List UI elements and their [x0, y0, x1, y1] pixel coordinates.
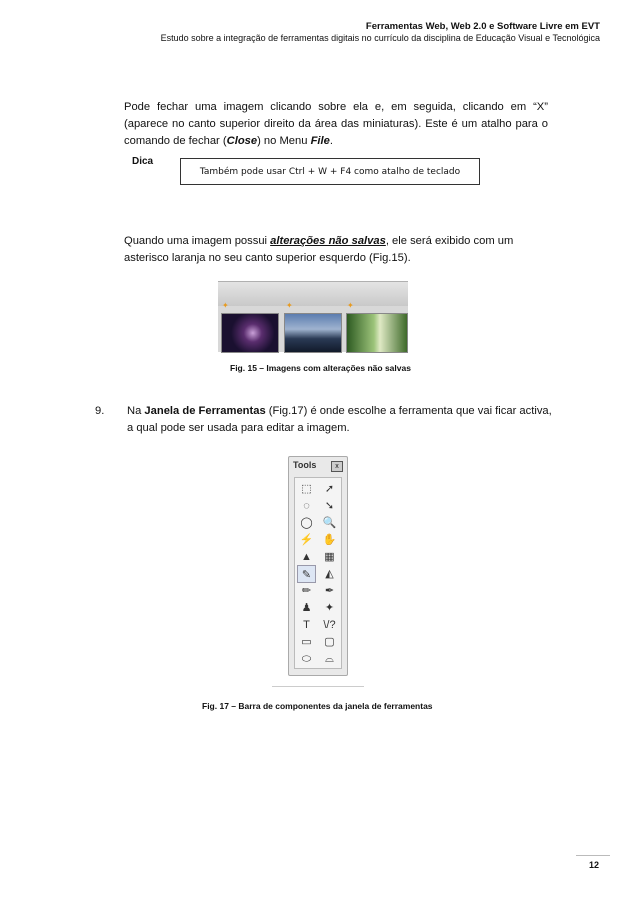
tip-box: [180, 158, 480, 185]
gradient-icon[interactable]: ▦: [324, 551, 335, 563]
tools-window-term: Janela de Ferramentas: [144, 405, 266, 417]
pan-icon[interactable]: ✋: [322, 534, 337, 546]
divider: [272, 686, 364, 687]
tools-title: Tools: [293, 460, 317, 470]
rounded-rectangle-icon[interactable]: ▢: [324, 636, 335, 648]
eraser-icon[interactable]: ◭: [325, 568, 334, 580]
orange-asterisk-icon: ✦: [286, 301, 293, 310]
thumbnail-strip-header: [218, 282, 408, 306]
thumbnail-lightning[interactable]: [221, 313, 279, 353]
paragraph-text: Quando uma imagem possui: [124, 235, 271, 247]
paragraph-text: , ele será exibido com um asterisco laranja no seu canto superior esquerdo (Fig.15).: [124, 235, 514, 264]
figure-17-caption: Fig. 17 – Barra de componentes da janela de ferramentas: [202, 701, 433, 711]
orange-asterisk-icon: ✦: [222, 301, 229, 310]
magic-wand-icon[interactable]: ⚡: [299, 534, 314, 546]
thumbnail-forest[interactable]: [346, 313, 408, 353]
ellipse-select-icon[interactable]: ◯: [300, 517, 313, 529]
orange-asterisk-icon: ✦: [347, 301, 354, 310]
line-curve-icon[interactable]: \/?: [323, 619, 336, 631]
close-term: Close: [226, 135, 258, 147]
header-subtitle: Estudo sobre a integração de ferramentas digitais no currículo da disciplina de Educação Visual e Tecnológica: [160, 33, 600, 43]
rectangle-icon[interactable]: ▭: [301, 636, 312, 648]
clone-stamp-icon[interactable]: ♟: [301, 602, 312, 614]
paragraph-text: .: [329, 135, 333, 147]
tool-grid: [294, 477, 342, 669]
page-number: 12: [589, 860, 600, 870]
rect-select-icon[interactable]: ⬚: [301, 483, 312, 495]
move-selection-icon[interactable]: ➚: [324, 483, 335, 495]
tools-window: [288, 456, 348, 676]
divider: [576, 855, 610, 856]
file-term: File: [310, 135, 330, 147]
ellipse-icon[interactable]: ⬭: [301, 653, 312, 665]
paragraph-unsaved-changes: [124, 233, 554, 267]
zoom-icon[interactable]: 🔍: [322, 517, 337, 529]
header-title: Ferramentas Web, Web 2.0 e Software Livre em EVT: [365, 21, 600, 32]
figure-15-thumbnails: [218, 281, 408, 352]
freeform-shape-icon[interactable]: ⌓: [325, 653, 334, 665]
thumbnail-city[interactable]: [284, 313, 342, 353]
list-text: [127, 403, 555, 437]
close-icon[interactable]: x: [331, 461, 343, 472]
recolor-icon[interactable]: ✦: [324, 602, 335, 614]
unsaved-changes-term: alterações não salvas: [270, 235, 386, 247]
list-number: 9.: [95, 405, 105, 417]
pencil-icon[interactable]: ✏: [301, 585, 312, 597]
text-icon[interactable]: T: [303, 619, 310, 631]
paragraph-text: ) no Menu: [257, 135, 311, 147]
paint-bucket-icon[interactable]: ▲: [301, 551, 312, 563]
tip-text: Também pode usar Ctrl + W + F4 como atalho de teclado: [199, 166, 461, 177]
figure-15-caption: Fig. 15 – Imagens com alterações não salvas: [230, 363, 411, 373]
move-selected-icon[interactable]: ➘: [324, 500, 335, 512]
color-picker-icon[interactable]: ✒: [324, 585, 335, 597]
list-text-part: (Fig.17) é onde escolhe a ferramenta que vai ficar activa, a qual pode ser usada para editar a imagem.: [127, 405, 552, 434]
paragraph-close-image: [124, 99, 548, 150]
lasso-select-icon[interactable]: ◌: [303, 500, 310, 512]
paragraph-text: Pode fechar uma imagem clicando sobre ela e, em seguida, clicando em “X” (aparece no canto superior direito da área das miniaturas). Este é um atalho para o comando de fechar (: [124, 101, 548, 147]
list-text-part: Na: [127, 405, 145, 417]
paintbrush-icon[interactable]: ✎: [297, 565, 316, 583]
tip-label: Dica: [132, 156, 154, 167]
